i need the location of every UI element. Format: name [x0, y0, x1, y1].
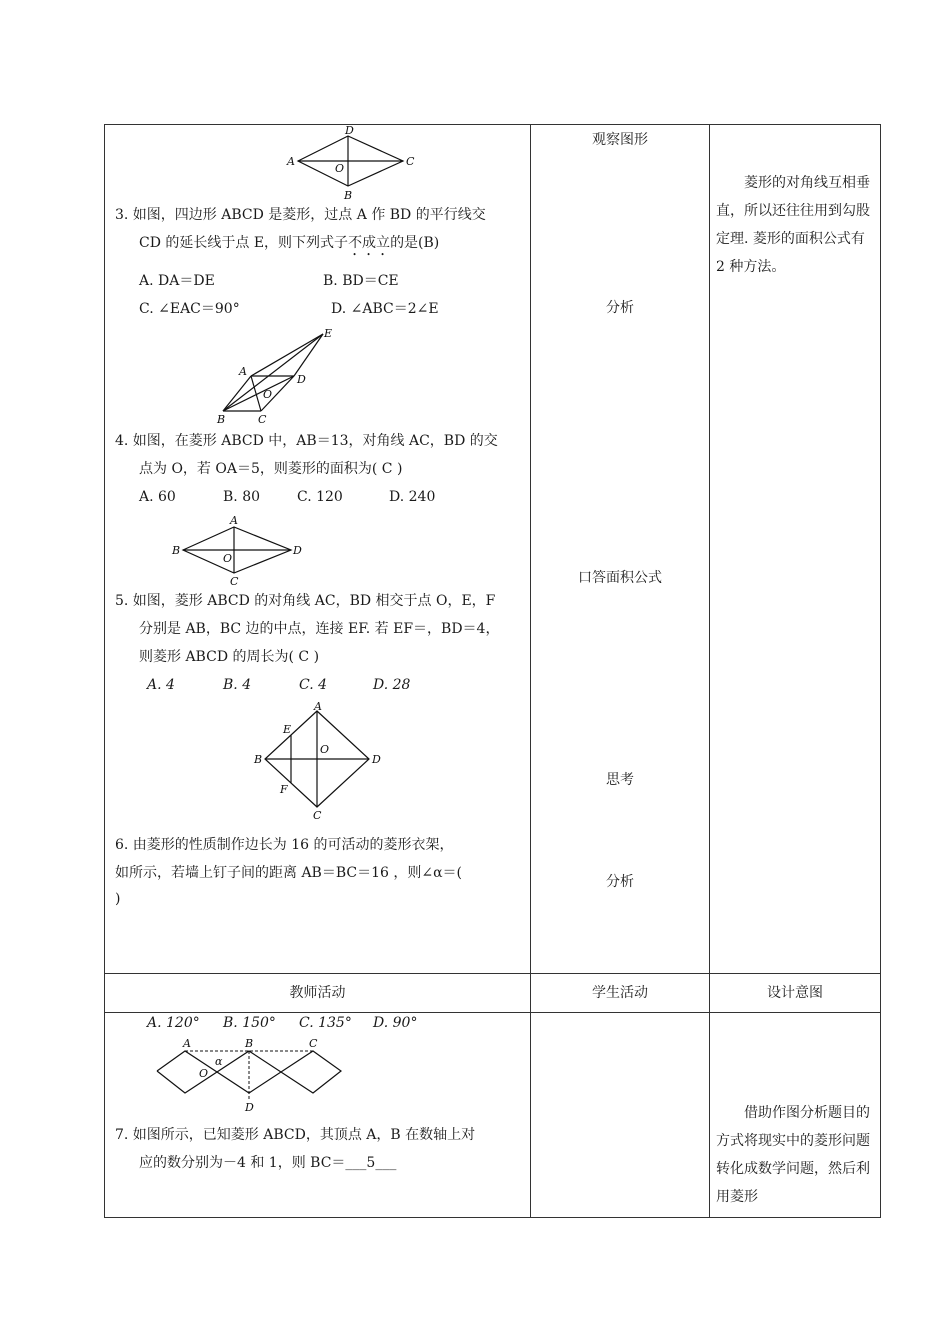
label-d: D	[372, 753, 381, 766]
label-c: C	[230, 575, 239, 588]
label-b: B	[245, 1037, 254, 1050]
q3-emphasis: 不成立	[348, 235, 391, 251]
q3-line2: CD 的延长线于点 E，则下列式子不成立的是(B)	[139, 235, 440, 251]
label-b: B	[344, 189, 353, 202]
q6-line2: 如所示，若墙上钉子间的距离 AB＝BC＝16 ，则∠α＝(	[115, 865, 463, 881]
q6-opt-c: C. 135°	[299, 1015, 352, 1031]
label-d: D	[345, 124, 354, 137]
label-c: C	[309, 1037, 318, 1050]
q3-opt-a: A. DA＝DE	[139, 273, 215, 289]
label-d: D	[293, 544, 302, 557]
q3-line1: 3. 如图，四边形 ABCD 是菱形，过点 A 作 BD 的平行线交	[115, 207, 486, 223]
label-e: E	[324, 327, 333, 340]
label-a: A	[239, 365, 247, 378]
q4-opt-d: D. 240	[389, 489, 436, 505]
q5-line1: 5. 如图，菱形 ABCD 的对角线 AC，BD 相交于点 O，E，F	[115, 593, 496, 609]
design-text-2: 借助作图分析题目的方式将现实中的菱形问题转化成数学问题，然后利用菱形	[716, 1105, 870, 1205]
q6-line1: 6. 由菱形的性质制作边长为 16 的可活动的菱形衣架，	[115, 837, 454, 853]
label-d: D	[245, 1101, 254, 1114]
header-design: 设计意图	[710, 974, 881, 1013]
q6-opt-d: D. 90°	[373, 1015, 418, 1031]
q3-opt-d: D. ∠ABC＝2∠E	[331, 301, 439, 317]
label-o: O	[320, 743, 330, 756]
q3-opt-c: C. ∠EAC＝90°	[139, 301, 240, 317]
student-cell-2	[531, 1013, 710, 1218]
teacher-cell-1	[105, 125, 531, 974]
label-b: B	[172, 544, 181, 557]
q6-opt-a: A. 120°	[147, 1015, 200, 1031]
student-analyze-1: 分析	[606, 300, 634, 316]
design-cell-2	[710, 1013, 881, 1218]
design-cell-1	[710, 125, 881, 974]
label-e: E	[283, 723, 292, 736]
rhombus-figure-1	[283, 125, 423, 201]
label-o: O	[223, 552, 233, 565]
q5-line2: 分别是 AB，BC 边的中点，连接 EF. 若 EF＝，BD＝4，	[139, 621, 500, 637]
q5-line3: 则菱形 ABCD 的周长为( C )	[139, 649, 320, 665]
header-teacher: 教师活动	[105, 974, 531, 1013]
label-b: B	[217, 413, 226, 426]
label-f: F	[280, 783, 288, 796]
hanger-figure	[149, 1035, 349, 1114]
label-alpha: α	[215, 1055, 223, 1068]
label-c: C	[258, 413, 267, 426]
q7-line1: 7. 如图所示，已知菱形 ABCD，其顶点 A，B 在数轴上对	[115, 1127, 476, 1143]
q4-opt-a: A. 60	[139, 489, 176, 505]
label-a: A	[314, 700, 322, 713]
q4-opt-c: C. 120	[297, 489, 343, 505]
header-student: 学生活动	[531, 974, 710, 1013]
rhombus-figure-4	[249, 701, 389, 821]
q6-line3: )	[115, 891, 121, 907]
label-a: A	[183, 1037, 191, 1050]
q4-line2: 点为 O，若 OA＝5，则菱形的面积为( C )	[139, 461, 403, 477]
lesson-table	[104, 124, 881, 1218]
label-o: O	[263, 388, 273, 401]
rhombus-figure-3	[167, 511, 307, 587]
q4-opt-b: B. 80	[223, 489, 261, 505]
label-a: A	[230, 514, 238, 527]
label-o: O	[335, 162, 345, 175]
rhombus-figure-2	[209, 325, 339, 425]
student-think: 思考	[606, 772, 634, 788]
label-b: B	[254, 753, 263, 766]
label-d: D	[297, 373, 306, 386]
student-observe: 观察图形	[592, 132, 648, 148]
student-oral-answer: 口答面积公式	[578, 570, 662, 586]
student-analyze-2: 分析	[606, 874, 634, 890]
q7-line2: 应的数分别为－4 和 1，则 BC＝___5___	[139, 1155, 397, 1171]
label-c: C	[313, 809, 322, 822]
teacher-cell-2	[105, 1013, 531, 1218]
q3-opt-b: B. BD＝CE	[323, 273, 399, 289]
student-cell-1	[531, 125, 710, 974]
label-c: C	[406, 155, 415, 168]
q5-opt-c: C. 4	[299, 677, 328, 693]
design-text-1: 菱形的对角线互相垂直，所以还往往用到勾股定理. 菱形的面积公式有 2 种方法。	[716, 175, 870, 275]
q5-opt-a: A. 4	[147, 677, 175, 693]
q5-opt-b: B. 4	[223, 677, 252, 693]
q4-line1: 4. 如图，在菱形 ABCD 中，AB＝13，对角线 AC，BD 的交	[115, 433, 498, 449]
label-a: A	[287, 155, 295, 168]
q5-opt-d: D. 28	[373, 677, 411, 693]
q6-opt-b: B. 150°	[223, 1015, 276, 1031]
label-o: O	[199, 1067, 209, 1080]
